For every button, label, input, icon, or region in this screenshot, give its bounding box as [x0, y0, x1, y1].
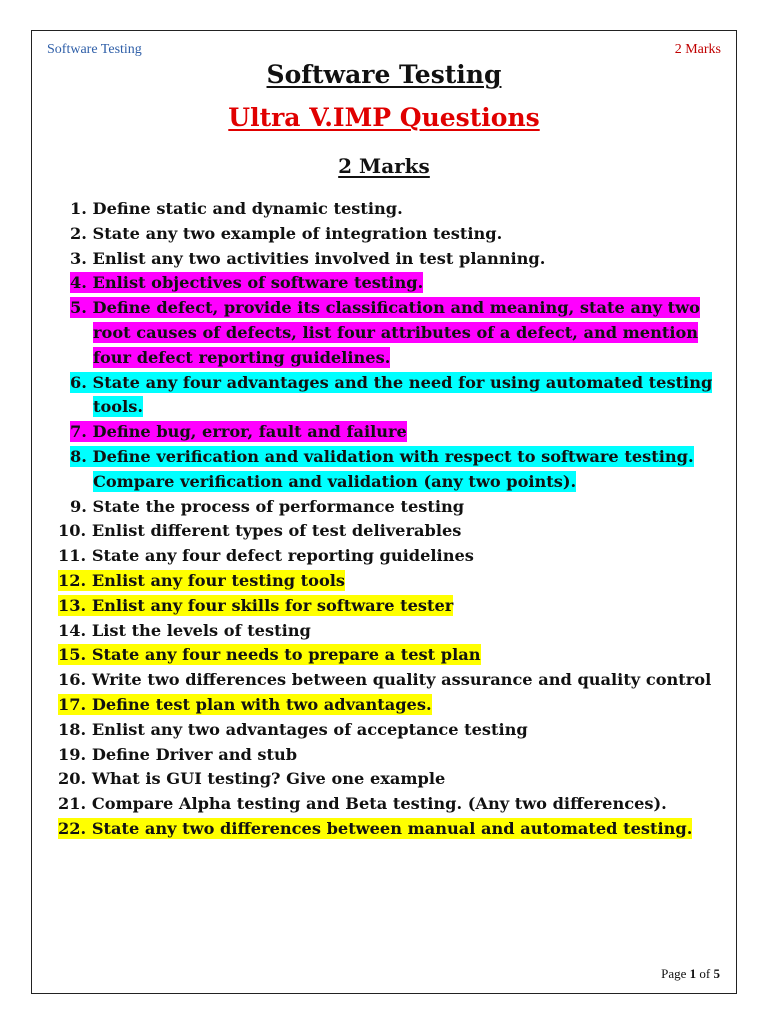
question-body: Enlist any two advantages of acceptance testing — [91, 719, 528, 739]
question-item — [58, 668, 730, 693]
question-body: State any four needs to prepare a test plan — [91, 645, 481, 665]
question-text — [70, 497, 464, 516]
question-item — [70, 197, 730, 222]
question-number: 21. — [58, 794, 87, 814]
question-item — [70, 495, 730, 520]
question-item — [58, 594, 730, 619]
question-text — [58, 745, 297, 764]
question-item — [58, 569, 730, 594]
question-body: Compare Alpha testing and Beta testing. (Any two differences). — [91, 794, 667, 814]
question-text — [58, 670, 711, 689]
question-text — [58, 720, 528, 739]
question-item — [70, 420, 730, 445]
question-text — [70, 272, 423, 293]
question-text — [70, 224, 502, 243]
question-body: Define bug, error, fault and failure — [92, 422, 407, 442]
question-text — [70, 421, 407, 442]
question-body: State the process of performance testing — [92, 496, 465, 516]
running-header-left: Software Testing — [47, 42, 142, 57]
question-number: 15. — [58, 645, 87, 665]
footer-of-label: of — [699, 966, 711, 981]
question-body: Define Driver and stub — [91, 744, 298, 764]
question-item — [58, 519, 730, 544]
footer-page-total: 5 — [713, 966, 720, 981]
question-text — [58, 794, 667, 813]
question-text — [58, 521, 461, 540]
document-title: Software Testing — [266, 60, 502, 89]
question-number: 14. — [58, 620, 87, 640]
question-body: Define static and dynamic testing. — [92, 199, 403, 218]
question-item — [70, 222, 730, 247]
question-number: 4. — [70, 273, 87, 293]
question-item — [58, 643, 730, 668]
question-body: List the levels of testing — [91, 620, 311, 640]
question-item — [70, 296, 730, 370]
question-text — [70, 297, 700, 368]
page-footer — [661, 966, 720, 982]
question-number: 6. — [70, 372, 87, 392]
question-item — [58, 619, 730, 644]
question-body: State any four advantages and the need for using automated testing tools. — [92, 372, 713, 417]
question-number: 13. — [58, 595, 87, 615]
question-item — [58, 743, 730, 768]
question-list — [58, 197, 730, 842]
question-body: Enlist objectives of software testing. — [92, 273, 424, 293]
section-heading: 2 Marks — [338, 154, 430, 178]
question-item — [70, 271, 730, 296]
question-body: Define defect, provide its classification and meaning, state any two root causes of defects, list four attributes of a defect, and mention four defect reporting guidelines. — [92, 298, 700, 367]
question-number: 5. — [70, 298, 87, 318]
footer-page-current: 1 — [689, 966, 697, 981]
question-body: What is GUI testing? Give one example — [91, 769, 446, 789]
question-text — [70, 199, 403, 218]
question-number: 2. — [70, 223, 87, 243]
question-item — [58, 767, 730, 792]
question-text — [58, 570, 345, 591]
question-body: Define verification and validation with respect to software testing. Compare verification and validation (any two points). — [92, 446, 694, 491]
question-number: 9. — [70, 496, 87, 516]
question-number: 10. — [58, 521, 87, 541]
question-item — [70, 247, 730, 272]
question-text — [58, 546, 474, 565]
question-text — [70, 249, 545, 268]
question-item — [58, 792, 730, 817]
question-number: 19. — [58, 744, 87, 764]
question-number: 17. — [58, 694, 87, 714]
question-text — [58, 818, 692, 839]
question-body: Write two differences between quality assurance and quality control — [91, 670, 712, 690]
question-number: 20. — [58, 769, 87, 789]
document-subtitle: Ultra V.IMP Questions — [228, 103, 540, 132]
question-text — [58, 595, 453, 616]
question-body: Enlist any two activities involved in test planning. — [92, 248, 546, 268]
question-body: State any two example of integration testing. — [92, 223, 503, 243]
question-number: 7. — [70, 422, 87, 442]
footer-page-label: Page — [661, 966, 687, 981]
question-number: 1. — [70, 199, 87, 218]
question-body: State any two differences between manual and automated testing. — [91, 818, 693, 838]
question-text — [70, 446, 694, 492]
question-number: 11. — [58, 546, 87, 566]
question-body: Enlist any four testing tools — [91, 570, 346, 590]
question-text — [70, 372, 712, 418]
running-header — [47, 42, 721, 58]
question-item — [70, 445, 730, 495]
question-item — [58, 817, 730, 842]
question-text — [58, 769, 445, 788]
question-body: Define test plan with two advantages. — [91, 694, 432, 714]
running-header-right: 2 Marks — [674, 42, 721, 57]
question-item — [58, 718, 730, 743]
question-text — [58, 621, 311, 640]
question-body: Enlist any four skills for software tester — [91, 595, 454, 615]
question-text — [58, 644, 481, 665]
question-text — [58, 694, 432, 715]
question-number: 12. — [58, 570, 87, 590]
question-item — [58, 544, 730, 569]
question-number: 22. — [58, 818, 87, 838]
question-number: 3. — [70, 248, 87, 268]
question-body: Enlist different types of test deliverables — [91, 521, 462, 541]
question-number: 8. — [70, 446, 87, 466]
question-number: 18. — [58, 719, 87, 739]
question-body: State any four defect reporting guidelines — [91, 546, 474, 566]
question-item — [58, 693, 730, 718]
question-number: 16. — [58, 670, 87, 690]
question-item — [70, 371, 730, 421]
